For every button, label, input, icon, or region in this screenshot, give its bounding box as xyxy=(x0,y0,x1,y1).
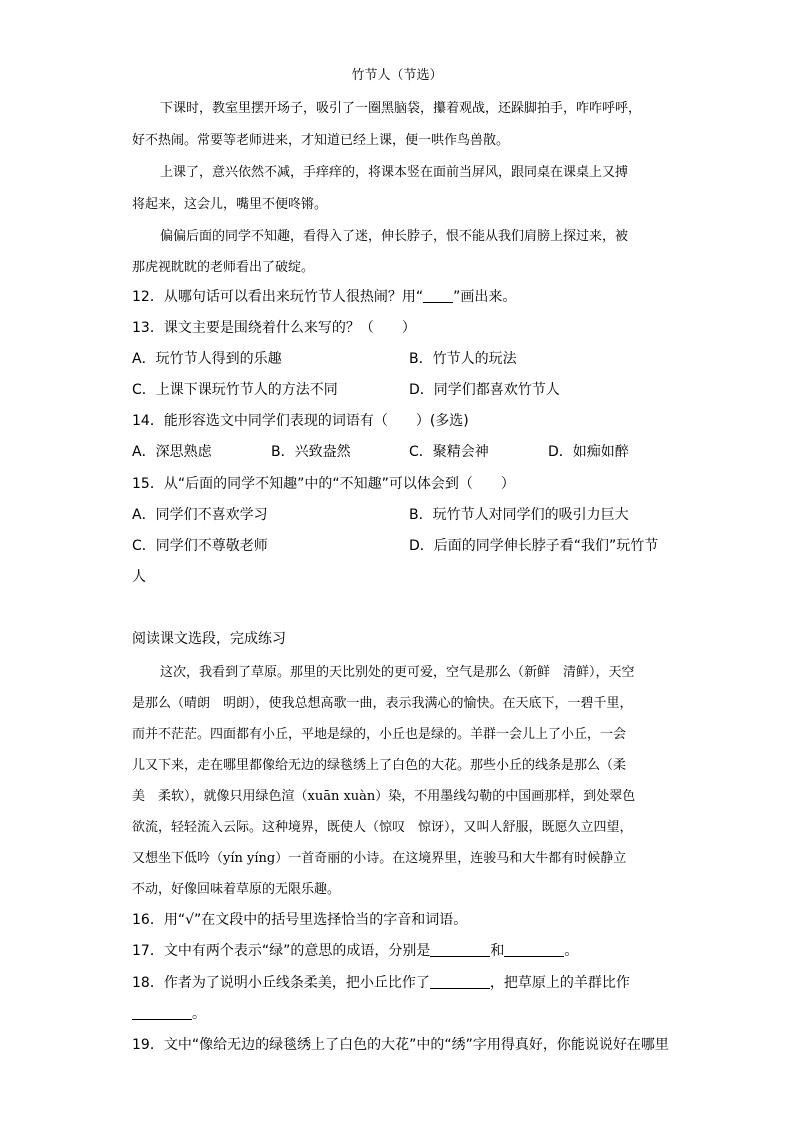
answer-blank[interactable] xyxy=(430,974,490,989)
passage1-line: 下课时，教室里摆开场子，吸引了一圈黑脑袋，攥着观战，还跺脚拍手，咋咋呼呼， xyxy=(160,101,642,116)
passage2-line: 而并不茫茫。四面都有小丘，平地是绿的，小丘也是绿的。羊群一会儿上了小丘，一会 xyxy=(132,727,627,742)
passage1-line: 上课了，意兴依然不减，手痒痒的，将课本竖在面前当屏风，跟同桌在课桌上又搏 xyxy=(160,165,629,180)
question-14-stem: 14．能形容选文中同学们表现的词语有（ ）(多选) xyxy=(132,413,469,429)
passage1-line: 那虎视眈眈的老师看出了破绽。 xyxy=(132,260,315,275)
answer-blank[interactable] xyxy=(423,288,453,303)
passage1-line: 好不热闹。常要等老师进来，才知道已经上课，便一哄作鸟兽散。 xyxy=(132,133,510,148)
question-15-stem: 15．从“后面的同学不知趣”中的“不知趣”可以体会到（ ） xyxy=(132,476,515,492)
option-b: B．玩竹节人对同学们的吸引力巨大 xyxy=(409,507,629,523)
passage-title: 竹节人（节选） xyxy=(351,68,443,83)
option-b: B．兴致盎然 xyxy=(271,444,351,460)
option-c: C．上课下课玩竹节人的方法不同 xyxy=(132,382,338,398)
passage2-line: 不动，好像回味着草原的无限乐趣。 xyxy=(132,882,341,897)
passage2-line: 是那么（晴朗 明朗），使我总想高歌一曲，表示我满心的愉快。在天底下，一碧千里， xyxy=(132,696,633,711)
answer-blank[interactable] xyxy=(504,942,564,957)
question-13-stem: 13．课文主要是围绕着什么来写的？（ ） xyxy=(132,320,416,336)
option-a: A．玩竹节人得到的乐趣 xyxy=(132,351,282,367)
question-19: 19．文中“像给无边的绿毯绣上了白色的大花”中的“绣”字用得真好，你能说说好在哪里 xyxy=(132,1037,669,1053)
passage2-line: 这次，我看到了草原。那里的天比别处的更可爱，空气是那么（新鲜 清鲜），天空 xyxy=(160,665,635,680)
question-17: 17．文中有两个表示“绿”的意思的成语，分别是 和 。 xyxy=(132,943,579,959)
answer-blank[interactable] xyxy=(430,942,490,957)
question-12: 12．从哪句话可以看出来玩竹节人很热闹？用“ ”画出来。 xyxy=(132,289,517,305)
passage2-line: 欲流，轻轻流入云际。这种境界，既使人（惊叹 惊讶），又叫人舒服，既愿久立四望， xyxy=(132,820,633,835)
question-18: 18．作者为了说明小丘线条柔美，把小丘比作了 ，把草原上的羊群比作 xyxy=(132,975,630,991)
answer-blank[interactable] xyxy=(132,1005,192,1020)
section-heading: 阅读课文选段，完成练习 xyxy=(132,631,286,647)
option-a: A．深思熟虑 xyxy=(132,444,212,460)
option-d: D．后面的同学伸长脖子看“我们”玩竹节 xyxy=(409,538,659,554)
passage2-line: 美 柔软），就像只用绿色渲（xuān xuàn）染，不用墨线勾勒的中国画那样，到处翠色 xyxy=(132,789,636,804)
question-16: 16．用“√”在文段中的括号里选择恰当的字音和词语。 xyxy=(132,912,468,928)
option-b: B．竹节人的玩法 xyxy=(409,351,517,367)
option-a: A．同学们不喜欢学习 xyxy=(132,507,268,523)
option-d-continued: 人 xyxy=(132,569,146,585)
passage2-line: 又想坐下低吟（yín yíng）一首奇丽的小诗。在这境界里，连骏马和大牛都有时候静立 xyxy=(132,851,627,866)
question-18-continued: 。 xyxy=(132,1003,206,1023)
option-d: D．同学们都喜欢竹节人 xyxy=(409,382,560,398)
passage1-line: 偏偏后面的同学不知趣，看得入了迷，伸长脖子，恨不能从我们肩膀上探过来，被 xyxy=(160,229,629,244)
option-c: C．同学们不尊敬老师 xyxy=(132,538,268,554)
option-c: C．聚精会神 xyxy=(409,444,489,460)
passage2-line: 儿又下来，走在哪里都像给无边的绿毯绣上了白色的大花。那些小丘的线条是那么（柔 xyxy=(132,758,627,773)
option-d: D．如痴如醉 xyxy=(548,444,629,460)
passage1-line: 将起来，这会儿，嘴里不便咚锵。 xyxy=(132,197,328,212)
